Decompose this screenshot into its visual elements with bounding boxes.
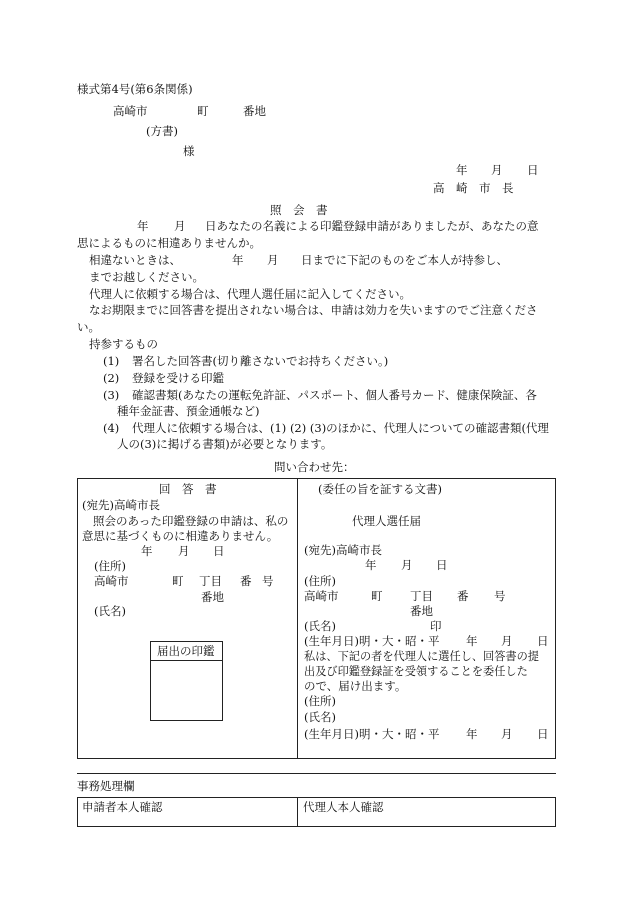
body-l7: い。 bbox=[77, 320, 100, 334]
address-banchi: 番地 bbox=[243, 104, 266, 118]
item-3-text: 確認書類(あなたの運転免許証、パスポート、個人番号カード、健康保険証、各 bbox=[132, 388, 537, 402]
body-l6: なお期限までに回答書を提出されない場合は、申請は効力を失いますのでご注意くださ bbox=[89, 303, 538, 317]
body-l2: 思によるものに相違ありませんか。 bbox=[77, 236, 261, 250]
delegation-title: (委任の旨を証する文書) bbox=[318, 482, 442, 496]
body-l3-deadline: 日までに下記のものをご本人が持参し、 bbox=[301, 253, 508, 267]
body-l4: までお越しください。 bbox=[89, 270, 204, 284]
reply-p1: 照会のあった印鑑登録の申請は、私の bbox=[93, 514, 289, 528]
delegation-date-year: 年 bbox=[365, 558, 377, 572]
office-label: 事務処理欄 bbox=[77, 779, 135, 793]
delegation-birth-year: 年 bbox=[466, 634, 478, 648]
agent-jusho: (住所) bbox=[304, 694, 336, 708]
delegation-jusho: (住所) bbox=[304, 574, 336, 588]
reply-atesaki: (宛先)高崎市長 bbox=[82, 498, 160, 512]
delegation-addr-ban: 番 bbox=[457, 589, 469, 603]
delegation-addr-machi: 町 bbox=[371, 589, 383, 603]
item-1-number: (1) bbox=[103, 354, 120, 368]
reply-addr-chome: 丁目 bbox=[199, 574, 222, 588]
body-l3-month: 月 bbox=[267, 253, 279, 267]
katagaki-label: (方書) bbox=[146, 124, 178, 138]
body-l1-text: 日あなたの名義による印鑑登録申請がありましたが、あなたの意 bbox=[205, 219, 539, 233]
seal-box-divider bbox=[150, 660, 223, 661]
agent-shimei: (氏名) bbox=[304, 710, 336, 724]
item-2-text: 登録を受ける印鑑 bbox=[132, 371, 224, 385]
delegation-birth-month: 月 bbox=[501, 634, 513, 648]
reply-addr-ban: 番 bbox=[240, 574, 252, 588]
reply-date-day: 日 bbox=[213, 544, 225, 558]
reply-banchi: 番地 bbox=[201, 590, 224, 604]
document-title: 照 会 書 bbox=[270, 203, 328, 217]
address-machi: 町 bbox=[197, 104, 209, 118]
panel-divider bbox=[297, 478, 298, 759]
reply-jusho: (住所) bbox=[94, 559, 126, 573]
form-number: 様式第4号(第6条関係) bbox=[77, 82, 193, 96]
top-date-year: 年 bbox=[456, 163, 468, 177]
item-4-text: 代理人に依頼する場合は、(1) (2) (3)のほかに、代理人についての確認書類(代理 bbox=[132, 421, 549, 435]
delegation-shimei: (氏名) bbox=[304, 619, 336, 633]
agent-birth-label: (生年月日)明・大・昭・平 bbox=[304, 727, 440, 741]
delegation-date-day: 日 bbox=[436, 558, 448, 572]
delegation-atesaki: (宛先)高崎市長 bbox=[304, 543, 382, 557]
inquiry-label: 問い合わせ先： bbox=[274, 460, 355, 474]
agent-birth-day: 日 bbox=[537, 727, 549, 741]
agent-identity-check[interactable]: 代理人本人確認 bbox=[303, 800, 384, 814]
delegation-p3: ので、届け出ます。 bbox=[304, 679, 407, 693]
body-l3-text: 相違ないときは、 bbox=[89, 253, 181, 267]
item-3-text-cont: 種年金証書、預金通帳など) bbox=[117, 404, 260, 418]
top-date-month: 月 bbox=[491, 163, 503, 177]
agent-birth-month: 月 bbox=[501, 727, 513, 741]
delegation-subtitle: 代理人選任届 bbox=[352, 514, 421, 528]
reply-addr-city: 高崎市 bbox=[94, 574, 129, 588]
reply-addr-go: 号 bbox=[262, 574, 274, 588]
delegation-banchi: 番地 bbox=[410, 604, 433, 618]
delegation-p2: 出及び印鑑登録証を受領することを委任した bbox=[304, 665, 528, 678]
item-2-number: (2) bbox=[103, 371, 120, 385]
delegation-p1: 私は、下記の者を代理人に選任し、回答書の提 bbox=[304, 650, 539, 663]
body-l3-year: 年 bbox=[232, 253, 244, 267]
body-l1-month: 月 bbox=[174, 219, 186, 233]
office-table-divider bbox=[297, 797, 298, 827]
delegation-birth-day: 日 bbox=[537, 634, 549, 648]
reply-title: 回 答 書 bbox=[159, 482, 217, 496]
issuer: 高 崎 市 長 bbox=[433, 181, 514, 195]
item-4-text-cont: 人の(3)に掲げる書類)が必要となります。 bbox=[117, 437, 333, 451]
delegation-addr-city: 高崎市 bbox=[304, 589, 339, 603]
body-l5: 代理人に依頼する場合は、代理人選任届に記入してください。 bbox=[89, 287, 411, 301]
delegation-date-month: 月 bbox=[401, 558, 413, 572]
delegation-addr-go: 号 bbox=[494, 589, 506, 603]
top-date-day: 日 bbox=[527, 163, 539, 177]
reply-shimei: (氏名) bbox=[94, 604, 126, 618]
reply-p2: 意思に基づくものに相違ありません。 bbox=[82, 529, 279, 543]
seal-label: 届出の印鑑 bbox=[157, 644, 215, 658]
seal-mark: 印 bbox=[430, 619, 442, 633]
delegation-birth-label: (生年月日)明・大・昭・平 bbox=[304, 634, 440, 648]
office-separator bbox=[77, 773, 556, 774]
delegation-addr-chome: 丁目 bbox=[410, 589, 433, 603]
item-3-number: (3) bbox=[103, 388, 120, 402]
address-city: 高崎市 bbox=[113, 104, 148, 118]
reply-date-year: 年 bbox=[141, 544, 153, 558]
body-l1-year: 年 bbox=[137, 219, 149, 233]
agent-birth-year: 年 bbox=[466, 727, 478, 741]
sama-label: 様 bbox=[183, 144, 195, 158]
body-l8: 持参するもの bbox=[89, 337, 158, 351]
applicant-identity-check[interactable]: 申請者本人確認 bbox=[82, 800, 163, 814]
reply-addr-machi: 町 bbox=[172, 574, 184, 588]
reply-date-month: 月 bbox=[178, 544, 190, 558]
item-4-number: (4) bbox=[103, 421, 120, 435]
item-1-text: 署名した回答書(切り離さないでお持ちください。) bbox=[132, 354, 389, 368]
